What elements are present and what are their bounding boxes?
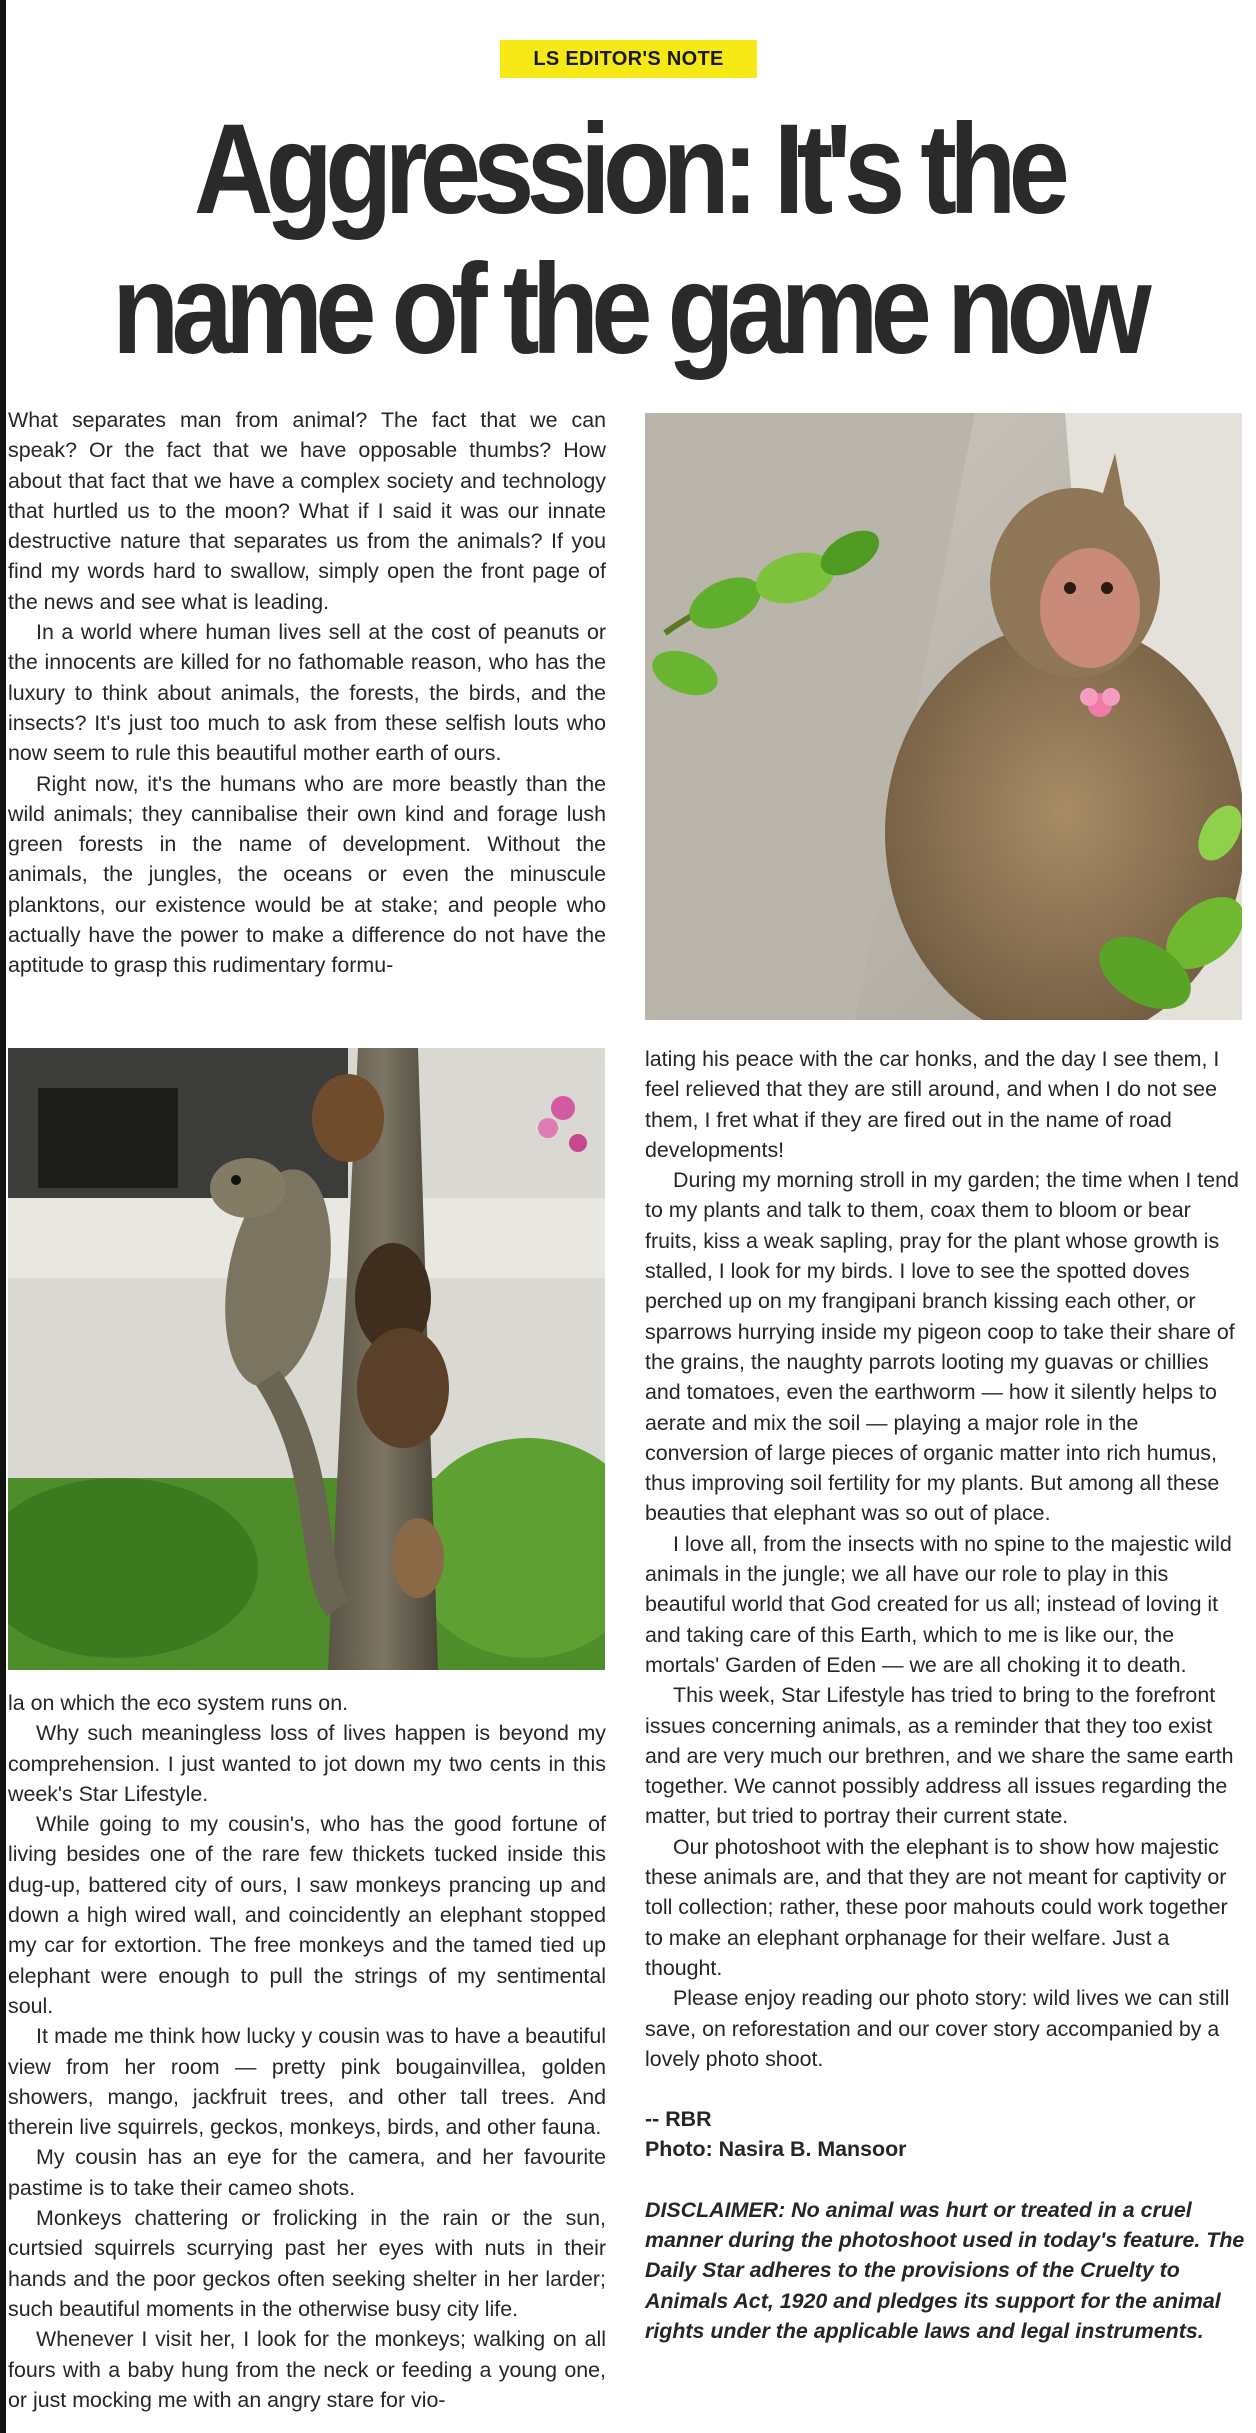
paragraph: In a world where human lives sell at the cost of peanuts or the innocents are killed for no fathomable reason, who has the luxury to think about animals, the forests, the birds, and the insects? It's just too much to ask from these selfish louts who now seem to rule this beautiful mother earth of ours. — [8, 620, 606, 766]
disclaimer: DISCLAIMER: No animal was hurt or treated in a cruel manner during the photoshoot used in today's feature. The Daily Star adheres to the provisions of the Cruelty to Animals Act, 1920 and pledges its support for the animal rights under the applicable laws and legal instruments. — [645, 2197, 1245, 2343]
paragraph: It made me think how lucky y cousin was to have a beautiful view from her room — pretty pink bougainvillea, golden showers, mango, jackfruit trees, and other tall trees. And therein live squirrels, geckos, monkeys, birds, and other fauna. — [8, 2024, 606, 2140]
right-column — [645, 1044, 1245, 2346]
author-signature: -- RBR — [645, 2107, 712, 2132]
squirrel-illustration — [8, 1048, 605, 1670]
spacer — [645, 2165, 1245, 2195]
spacer — [645, 2074, 1245, 2104]
paragraph: Monkeys chattering or frolicking in the rain or the sun, curtsied squirrels scurrying past her eyes with nuts in their hands and the poor geckos often seeking shelter in her larder; such beautiful moments in the otherwise busy city life. — [8, 2206, 606, 2321]
paragraph: Why such meaningless loss of lives happen is beyond my comprehension. I just wanted to jot down my two cents in this week's Star Lifestyle. — [8, 1721, 606, 1806]
monkey-photo — [645, 413, 1242, 1020]
section-kicker: LS EDITOR'S NOTE — [500, 40, 757, 78]
left-column-bottom — [8, 1688, 606, 2415]
paragraph: Whenever I visit her, I look for the monkeys; walking on all fours with a baby hung from the neck or feeding a young one, or just mocking me with an angry stare for vio- — [8, 2327, 606, 2412]
paragraph: I love all, from the insects with no spine to the majestic wild animals in the jungle; we all have our role to play in this beautiful world that God created for us all; instead of loving it and taking care of this Earth, which to me is like our, the mortals' Garden of Eden — we are all choking it to death. — [645, 1531, 1232, 1677]
paragraph: lating his peace with the car honks, and the day I see them, I feel relieved that they are still around, and when I do not see them, I fret what if they are fired out in the name of road developments! — [645, 1047, 1220, 1162]
paragraph: Right now, it's the humans who are more beastly than the wild animals; they cannibalise their own kind and forage lush green forests in the name of development. Without the animals, the jungles, the oceans or even the minuscule planktons, our existence would be at stake; and people who actually have the power to make a difference do not have the aptitude to grasp this rudimentary formu- — [8, 771, 606, 978]
left-column-top — [8, 405, 606, 981]
monkey-illustration — [645, 413, 1242, 1020]
paragraph: la on which the eco system runs on. — [8, 1691, 349, 1715]
squirrel-photo — [8, 1048, 605, 1670]
paragraph: While going to my cousin's, who has the good fortune of living besides one of the rare few thickets tucked inside this dug-up, battered city of ours, I saw monkeys prancing up and down a high wired wall, and coincidently an elephant stopped my car for extortion. The free monkeys and the tamed tied up elephant were enough to pull the strings of my sentimental soul. — [8, 1812, 606, 2018]
paragraph: What separates man from animal? The fact that we can speak? Or the fact that we have opposable thumbs? How about that fact that we have a complex society and technology that hurtled us to the moon? What if I said it was our innate destructive nature that separates us from the animals? If you find my words hard to swallow, simply open the front page of the news and see what is leading. — [8, 408, 606, 614]
paragraph: Please enjoy reading our photo story: wild lives we can still save, on reforestation and our cover story accompanied by a lovely photo shoot. — [645, 1986, 1230, 2071]
photo-credit: Photo: Nasira B. Mansoor — [645, 2137, 907, 2162]
paragraph: Our photoshoot with the elephant is to show how majestic these animals are, and that they are not meant for captivity or toll collection; rather, these poor mahouts could work together to make an elephant orphanage for their welfare. Just a thought. — [645, 1834, 1228, 1980]
paragraph: During my morning stroll in my garden; the time when I tend to my plants and talk to them, coax them to bloom or bear fruits, kiss a weak sapling, pray for the plant whose growth is stalled, I look for my birds. I love to see the spotted doves perched up on my frangipani branch kissing each other, or sparrows hurrying inside my pigeon coop to take their share of the grains, the naughty parrots looting my guavas or chillies and tomatoes, even the earthworm — how it silently helps to aerate and mix the soil — playing a major role in the conversion of large pieces of organic matter into rich humus, thus improving soil fertility for my plants. But among all these beauties that elephant was so out of place. — [645, 1168, 1239, 1526]
headline: Aggression: It's the name of the game now — [112, 98, 1144, 381]
paragraph: My cousin has an eye for the camera, and her favourite pastime is to take their cameo shots. — [8, 2145, 606, 2200]
paragraph: This week, Star Lifestyle has tried to bring to the forefront issues concerning animals, as a reminder that they too exist and are very much our brethren, and we share the same earth together. We cannot possibly address all issues regarding the matter, but tried to portray their current state. — [645, 1683, 1234, 1829]
left-edge-rule — [0, 0, 6, 2433]
